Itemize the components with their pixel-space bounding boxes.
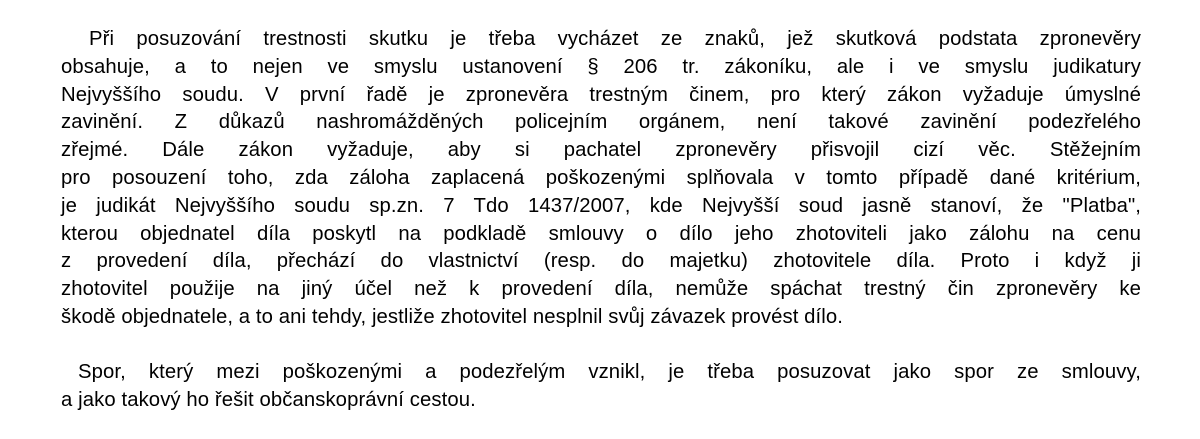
paragraph-line: pro posouzení toho, zda záloha zaplacená poškozenými splňovala v tomto případě dané kritérium, <box>61 166 1141 189</box>
paragraph-line: je judikát Nejvyššího soudu sp.zn. 7 Tdo 1437/2007, kde Nejvyšší soud jasně stanoví, že "Platba", <box>61 194 1141 217</box>
paragraph-line: Při posuzování trestnosti skutku je třeba vycházet ze znaků, jež skutková podstata zpronevěry <box>89 28 1141 50</box>
paragraph-line: a jako takový ho řešit občanskoprávní cestou. <box>61 388 476 411</box>
paragraph-line: z provedení díla, přechází do vlastnictví (resp. do majetku) zhotovitele díla. Proto i když ji <box>61 250 1141 273</box>
paragraph-line: kterou objednatel díla poskytl na podkladě smlouvy o dílo jeho zhotoviteli jako zálohu na cenu <box>61 222 1141 245</box>
paragraph-line: Spor, který mezi poškozenými a podezřelým vznikl, je třeba posuzovat jako spor ze smlouvy, <box>78 361 1141 383</box>
paragraph-line: škodě objednatele, a to ani tehdy, jestliže zhotovitel nesplnil svůj závazek provést dílo. <box>61 305 844 328</box>
paragraph-line: zhotovitel použije na jiný účel než k provedení díla, nemůže spáchat trestný čin zpronevěry ke <box>61 278 1141 301</box>
paragraph-line: Nejvyššího soudu. V první řadě je zpronevěra trestným činem, pro který zákon vyžaduje úmyslné <box>61 83 1141 106</box>
paragraph-line: zřejmé. Dále zákon vyžaduje, aby si pachatel zpronevěry přisvojil cizí věc. Stěžejním <box>61 139 1141 162</box>
paragraph-1 <box>61 26 1141 332</box>
paragraph-line: zavinění. Z důkazů nashromážděných policejním orgánem, není takové zavinění podezřelého <box>61 111 1141 134</box>
paragraph-line: obsahuje, a to nejen ve smyslu ustanovení § 206 tr. zákoníku, ale i ve smyslu judikatury <box>61 55 1141 78</box>
paragraph-2 <box>61 359 1141 415</box>
